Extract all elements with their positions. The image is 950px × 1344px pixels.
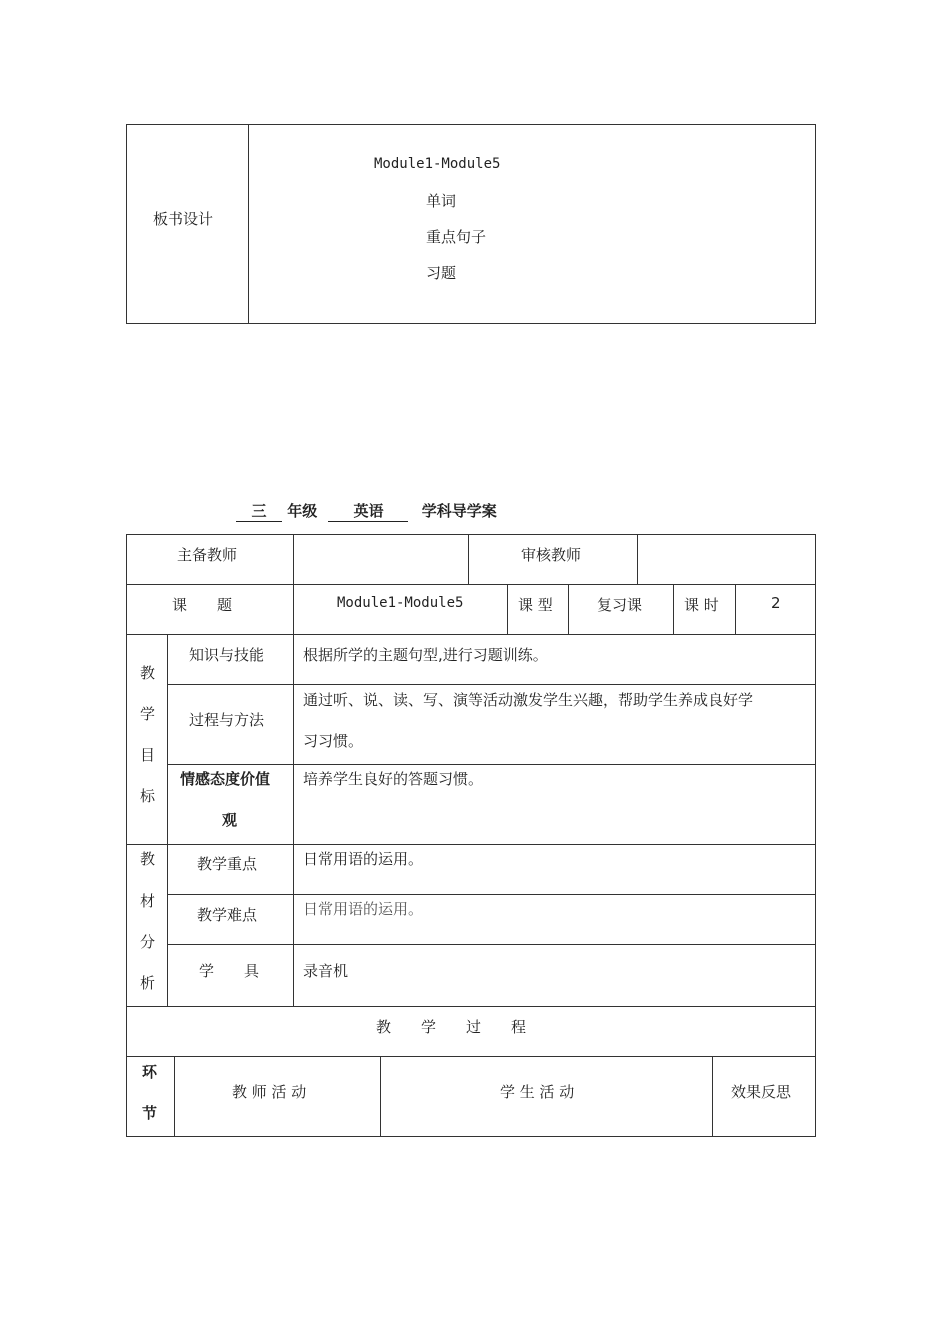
- process-method-label: 过程与方法: [189, 711, 265, 729]
- process-method-value-line1: 通过听、说、读、写、演等活动激发学生兴趣，帮助学生养成良好学: [303, 691, 754, 709]
- materials-char-1: 教: [140, 850, 156, 868]
- materials-char-4: 析: [140, 974, 156, 992]
- knowledge-label: 知识与技能: [189, 646, 265, 664]
- subject-value: 英语: [328, 500, 408, 522]
- goals-char-2: 学: [140, 705, 156, 723]
- doc-title: 学科导学案: [421, 502, 497, 520]
- emotion-label-line1: 情感态度价值: [180, 770, 271, 788]
- col-stage-line2: 节: [142, 1104, 158, 1122]
- process-title: 教 学 过 程: [376, 1018, 527, 1036]
- topic-label: 课 题: [172, 596, 233, 614]
- lesson-table: [126, 534, 816, 1137]
- col-student-activity: 学 生 活 动: [500, 1083, 575, 1101]
- difficulty-label: 教学难点: [197, 906, 258, 924]
- doc-heading: [236, 500, 497, 522]
- topic-value: Module1-Module5: [337, 595, 464, 611]
- board-divider: [248, 124, 249, 324]
- type-label: 课 型: [518, 596, 553, 614]
- tools-label: 学 具: [199, 962, 260, 980]
- hours-value: 2: [771, 594, 781, 612]
- reviewer-label: 审核教师: [521, 546, 582, 564]
- lead-teacher-label: 主备教师: [177, 546, 238, 564]
- goals-char-3: 目: [140, 746, 156, 764]
- board-design-table: [126, 124, 816, 324]
- col-reflection: 效果反思: [731, 1083, 792, 1101]
- goals-char-4: 标: [140, 787, 156, 805]
- board-label: 板书设计: [153, 210, 214, 228]
- tools-value: 录音机: [303, 962, 349, 980]
- board-title: Module1-Module5: [374, 156, 501, 172]
- board-item-exercises: 习题: [426, 264, 457, 282]
- grade-value: 三: [236, 500, 282, 522]
- difficulty-value: 日常用语的运用。: [303, 900, 424, 918]
- board-item-sentences: 重点句子: [426, 228, 487, 246]
- materials-char-3: 分: [140, 933, 156, 951]
- col-teacher-activity: 教 师 活 动: [232, 1083, 307, 1101]
- knowledge-value: 根据所学的主题句型,进行习题训练。: [303, 646, 548, 664]
- focus-value: 日常用语的运用。: [303, 850, 424, 868]
- hours-label: 课 时: [684, 596, 719, 614]
- materials-char-2: 材: [140, 892, 156, 910]
- col-stage-line1: 环: [142, 1063, 158, 1081]
- board-item-words: 单词: [426, 192, 457, 210]
- goals-char-1: 教: [140, 664, 156, 682]
- type-value: 复习课: [597, 596, 643, 614]
- focus-label: 教学重点: [197, 855, 258, 873]
- emotion-value: 培养学生良好的答题习惯。: [303, 770, 484, 788]
- process-method-value-line2: 习习惯。: [303, 732, 364, 750]
- grade-label: 年级: [287, 502, 318, 520]
- emotion-label-line2: 观: [222, 811, 238, 829]
